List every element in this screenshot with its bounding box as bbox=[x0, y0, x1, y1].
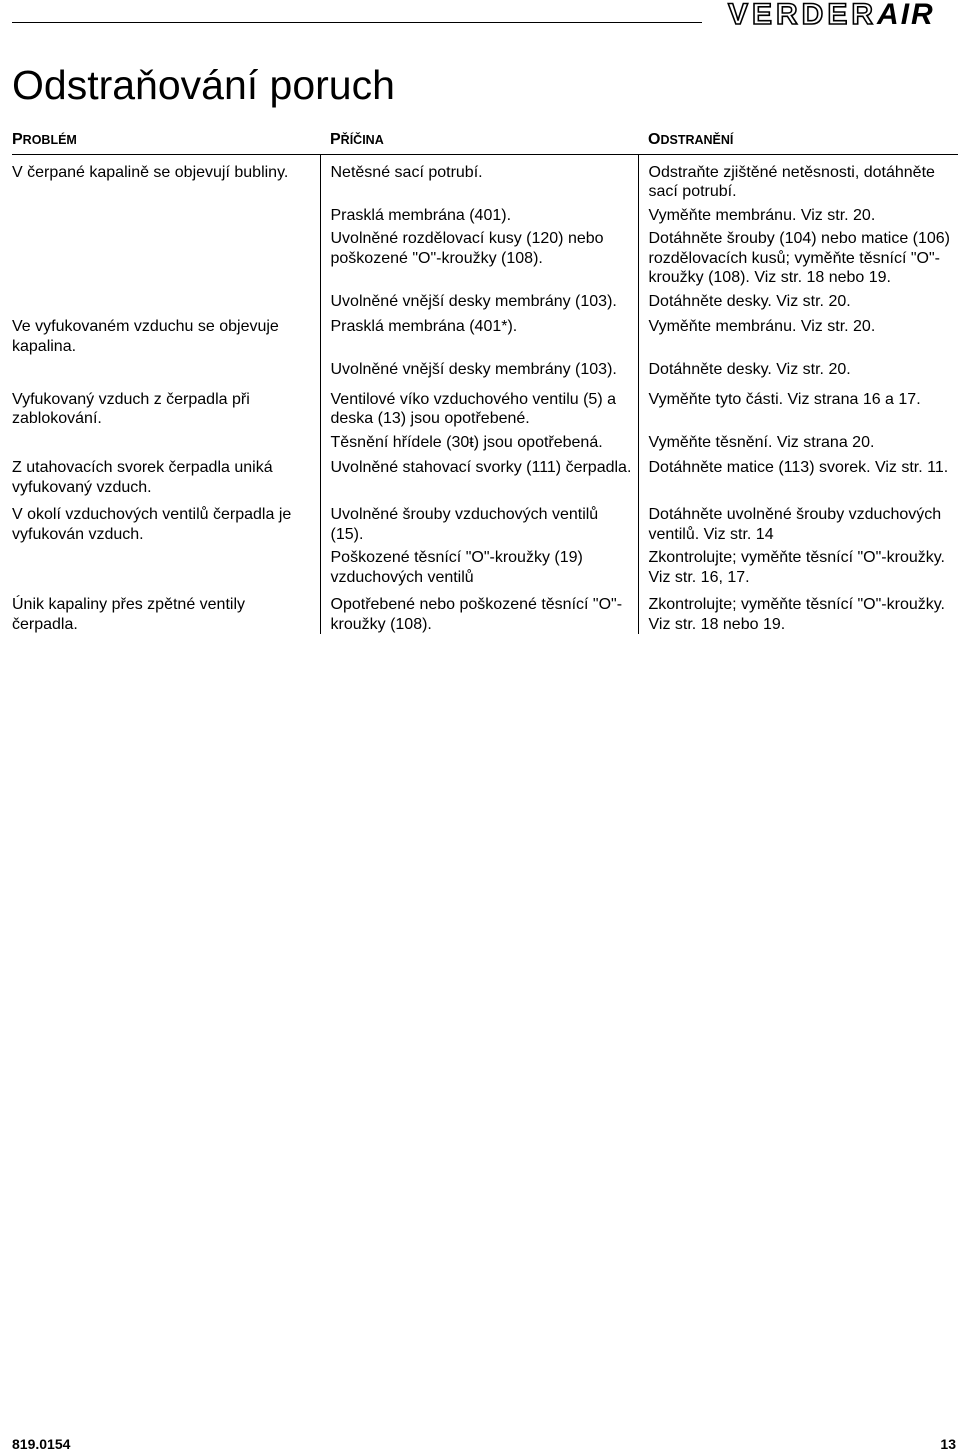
problem-cell: Z utahovacích svorek čerpadla uniká vyfukovaný vzduch. bbox=[12, 459, 273, 496]
table-body bbox=[12, 154, 958, 634]
cause-cell: Prasklá membrána (401*). bbox=[320, 311, 638, 356]
cause-cell: Opotřebené nebo poškozené těsnící "O"-kroužky (108). bbox=[320, 587, 638, 634]
problem-cell bbox=[12, 288, 320, 312]
table-row bbox=[12, 154, 958, 202]
logo-text-verder: VERDER bbox=[728, 0, 878, 31]
table-header-row bbox=[12, 128, 958, 154]
problem-cell bbox=[12, 225, 320, 288]
problem-cell bbox=[12, 429, 320, 453]
solution-cell: Vyměňte membránu. Viz str. 20. bbox=[638, 202, 958, 226]
table-row bbox=[12, 311, 958, 356]
table-row bbox=[12, 587, 958, 634]
problem-cell bbox=[12, 356, 320, 380]
solution-cell: Dotáhněte desky. Viz str. 20. bbox=[638, 356, 958, 380]
cause-cell: Uvolněné vnější desky membrány (103). bbox=[320, 356, 638, 380]
cause-cell: Poškozené těsnící "O"-kroužky (19) vzduchových ventilů bbox=[320, 544, 638, 587]
solution-cell: Vyměňte membránu. Viz str. 20. bbox=[638, 311, 958, 356]
cause-cell: Prasklá membrána (401). bbox=[320, 202, 638, 226]
table-row bbox=[12, 202, 958, 226]
solution-cell: Vyměňte tyto části. Viz strana 16 a 17. bbox=[638, 380, 958, 429]
problem-cell bbox=[12, 202, 320, 226]
solution-cell: Dotáhněte šrouby (104) nebo matice (106) rozdělovacích kusů; vyměňte těsnící "O"-kroužky (108). Viz str. 18 nebo 19. bbox=[638, 225, 958, 288]
cause-cell: Těsnění hřídele (30ŧ) jsou opotřebená. bbox=[320, 429, 638, 453]
page-number: 13 bbox=[940, 1436, 956, 1452]
solution-cell: Odstraňte zjištěné netěsnosti, dotáhněte sací potrubí. bbox=[638, 154, 958, 202]
cause-cell: Ventilové víko vzduchového ventilu (5) a deska (13) jsou opotřebené. bbox=[320, 380, 638, 429]
column-header-problem: PROBLÉM bbox=[12, 128, 320, 154]
solution-cell: Dotáhněte matice (113) svorek. Viz str. 11. bbox=[638, 452, 958, 497]
header-rule bbox=[12, 22, 702, 23]
table-row bbox=[12, 380, 958, 429]
solution-cell: Vyměňte těsnění. Viz strana 20. bbox=[638, 429, 958, 453]
problem-cell: Ve vyfukovaném vzduchu se objevuje kapalina. bbox=[12, 318, 279, 355]
solution-cell: Zkontrolujte; vyměňte těsnící "O"-kroužky. Viz str. 16, 17. bbox=[638, 544, 958, 587]
table-row bbox=[12, 497, 958, 544]
problem-cell bbox=[12, 544, 320, 587]
table-row bbox=[12, 356, 958, 380]
verderair-logo bbox=[728, 0, 935, 30]
cause-cell: Uvolněné šrouby vzduchových ventilů (15). bbox=[320, 497, 638, 544]
solution-cell: Dotáhněte uvolněné šrouby vzduchových ventilů. Viz str. 14 bbox=[638, 497, 958, 544]
logo-text-air: AIR bbox=[877, 0, 935, 31]
cause-cell: Uvolněné stahovací svorky (111) čerpadla. bbox=[320, 452, 638, 497]
problem-cell: Vyfukovaný vzduch z čerpadla při zablokování. bbox=[12, 390, 250, 427]
troubleshooting-table bbox=[12, 128, 958, 634]
column-header-cause: PŘÍČINA bbox=[320, 128, 638, 154]
cause-cell: Netěsné sací potrubí. bbox=[320, 154, 638, 202]
table-row bbox=[12, 429, 958, 453]
problem-cell: V okolí vzduchových ventilů čerpadla je vyfukován vzduch. bbox=[12, 506, 292, 543]
problem-cell: Únik kapaliny přes zpětné ventily čerpadla. bbox=[12, 596, 246, 633]
table-row bbox=[12, 288, 958, 312]
table-row bbox=[12, 452, 958, 497]
table-row bbox=[12, 225, 958, 288]
solution-cell: Dotáhněte desky. Viz str. 20. bbox=[638, 288, 958, 312]
solution-cell: Zkontrolujte; vyměňte těsnící "O"-kroužky. Viz str. 18 nebo 19. bbox=[638, 587, 958, 634]
page-title: Odstraňování poruch bbox=[12, 62, 395, 108]
table-row bbox=[12, 544, 958, 587]
cause-cell: Uvolněné vnější desky membrány (103). bbox=[320, 288, 638, 312]
document-code: 819.0154 bbox=[12, 1436, 71, 1452]
column-header-solution: ODSTRANĚNÍ bbox=[638, 128, 958, 154]
cause-cell: Uvolněné rozdělovací kusy (120) nebo poškozené "O"-kroužky (108). bbox=[320, 225, 638, 288]
problem-cell: V čerpané kapalině se objevují bubliny. bbox=[12, 163, 289, 181]
